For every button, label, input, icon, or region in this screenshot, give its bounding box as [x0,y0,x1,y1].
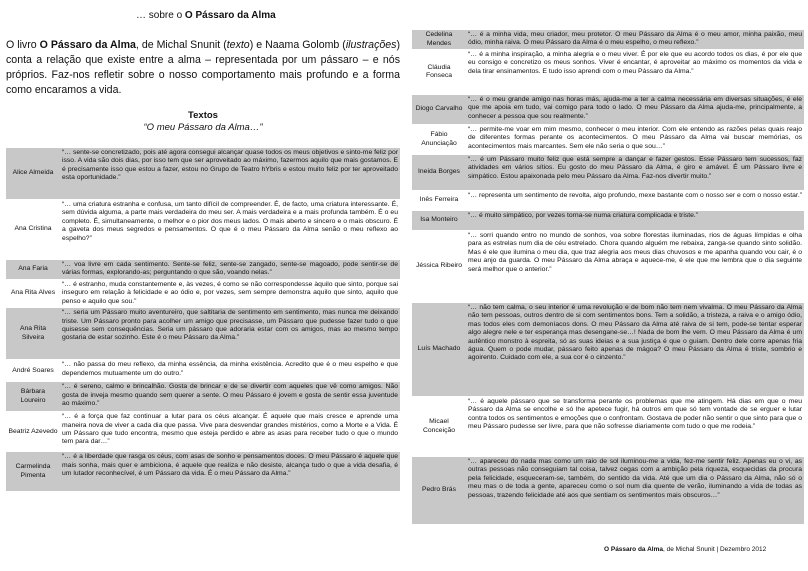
quote-author: Ineida Borges [418,168,460,176]
quote-text: “… não passa do meu reflexo, da minha essência, da minha existência. Acredito que é o meu espelho e que dependemos mutuamente um do outro.” [62,361,398,377]
quote-text: “… apareceu do nada mas como um raio de sol iluminou-me a vida, fez-me sentir feliz. Apenas eu o vi, as outras pessoas não conseguiam tal coisa, talvez cegas com a ambição pela riqueza, esquecidas da procura pela felicidade, esqueceram-se, também, do sentido da vida. Até que um dia o Pássaro da Alma, não só o meu mas o de toda a gente, apareceu como o sol num dia quente de verão, iluminando a vida de todas as pessoas, trazendo felicidade até aos que sentiam os sentimentos mais obscuros…” [468,458,802,499]
intro-book-title: O Pássaro da Alma [39,39,136,51]
quote-text: “… é muito simpático, por vezes torna-se numa criatura complicada e triste.” [468,212,699,219]
intro-text-4: ) conta a relação que existe entre a alma – representada por um pássaro – e nós próprios. Faz-nos refletir sobre o nosso comportamento mais profundo e a forma como encaramos a vida. [6,39,400,96]
quote-row [412,50,804,95]
page-title [136,10,276,21]
footer-title: O Pássaro da Alma [604,546,664,553]
quote-text: “… é estranho, muda constantemente e, às vezes, é como se não correspondesse àquilo que sinto, porque sai inseguro em relação à felicidade e ao ódio e, por vezes, sem sempre demonstra aquilo que sinto, aquilo que penso e aquilo que sou.” [62,281,398,305]
quote-author: Ana Rita Alves [10,289,56,297]
quote-row [412,211,804,231]
quote-author: Cláudia Fonseca [425,63,453,79]
intro-ilustracoes: ilustrações [345,39,397,51]
quote-row [6,280,400,308]
quote-text: “… não tem calma, o seu interior é uma revolução e de bom não tem nem vivalma. O meu Pássaro da Alma não tem pessoas, outros dentro de si com sentimentos bons. Tem a solidão, a tristeza, a raiva e o amigo ódio, mas todos eles com demoníacos dons. O meu Pássaro da Alma até raiva de si tem, pode-se tentar esperar algo alegre nele e ter esperança mas desengane-se…! Nada de bom lhe vem. O meu Pássaro da Alma é um autêntico monstro à espreita, só as suas ideias e a sua justiça é que o guiam. Dentro dele corre apenas fria água. Quem o pode mudar, pássaro feito apenas de mágoa? O meu Pássaro da Alma é triste, sombrio e agoirento. Cuidado com ele, a sua cor é o cinzento.” [468,304,802,362]
section-heading [6,110,400,134]
page-title-book: O Pássaro da Alma [184,10,276,21]
quote-author: Ana Faria [18,265,48,273]
intro-text-2: , de Michal Snunit ( [135,39,227,51]
section-title: Textos [188,110,218,121]
quote-author: Pedro Brás [421,486,456,494]
intro-texto: texto [226,39,250,51]
quote-text: “… representa um sentimento de revolta, algo profundo, mexe bastante com o nosso ser e com o nosso estar.” [468,192,802,199]
quote-author: Micael Conceição [422,418,456,434]
intro-paragraph [6,38,400,98]
quote-author: Inês Ferreira [419,196,459,204]
quote-text: “… seria um Pássaro muito aventureiro, que saltitaria de sentimento em sentimento, mas nunca me deixando triste. Um Pássaro pronto para acolher um amigo que precisasse, um Pássaro que pudesse fazer tudo o que quisesse sem consequências. Seria um pássaro que adoraria estar com os amigos, mas ao mesmo tempo gostaria de estar sozinho. Este é o meu Pássaro da Alma.” [62,309,398,342]
quote-row [6,382,400,412]
page-title-prefix: … sobre o [136,10,185,21]
quote-row [412,457,804,525]
quote-author: Jéssica Ribeiro [415,262,463,270]
right-quotes-table [412,30,804,525]
quote-row [6,308,400,360]
quote-row [412,397,804,457]
quote-author: Bárbara Loureiro [20,388,46,404]
quote-text: “… é a liberdade que rasga os céus, com asas de sonho e pensamentos doces. O meu Pássaro é aquele que mais sonha, mais quer e ambiciona, é aquele que realiza e não desiste, alcança tudo o que a vida desafia, é um lutador reconhecível, é um Pássaro da vida. É o meu Pássaro da Alma.” [62,453,398,478]
section-subtitle: “O meu Pássaro da Alma…” [143,122,263,133]
quote-author: Fábio Anunciação [421,131,457,147]
quote-author: Isa Monteiro [420,216,458,224]
quote-row [6,360,400,382]
intro-text-1: O livro [6,39,40,51]
quote-text: “… é sereno, calmo e brincalhão. Gosta de brincar e de se divertir com aqueles que vê como amigos. Não gosta de inveja mesmo quando sem querer a sente. O meu Pássaro é jovem e gosta de sentir essa juventude ao máximo.” [62,383,398,408]
quote-author: Carmelinda Pimenta [15,463,51,479]
quote-author: Luís Machado [417,345,461,353]
quote-author: Diogo Carvalho [415,105,463,113]
quote-text: “… uma criatura estranha e confusa, um tanto difícil de compreender. É, de facto, uma criatura interessante. É, sem dúvida alguma, a parte mais verdadeira do meu ser. A mais verdadeira e a mais profunda também. É o eu completo. É, simultaneamente, o melhor e o pior dos meus lados. O mais aberto e sincero e o mais obscuro. É a gaveta dos meus segredos e pensamentos. O que é o meu Pássaro da Alma senão o meu reflexo ao espelho?” [62,201,398,242]
quote-row [412,191,804,211]
quote-author: André Soares [12,366,54,374]
quote-row [6,412,400,452]
left-quotes-table [6,148,400,492]
quote-row [412,155,804,191]
quote-author: Ana Cristina [14,225,52,233]
quote-row [412,125,804,155]
quote-author: Cedelina Mendes [425,31,453,47]
quote-row [412,95,804,125]
quote-text: “… é a força que faz continuar a lutar para os céus alcançar. É aquele que mais cresce e aprende uma maneira nova de viver a cada dia que passa. Vive para desvendar grandes mistérios, como a Morte e a Vida. É um Pássaro que tudo encontra, mesmo que esteja perdido e abre as asas para receber tudo o que o mundo tem para dar…” [62,413,398,446]
quote-author: Beatriz Azevedo [8,427,58,435]
quote-text: “… é um Pássaro muito feliz que está sempre a dançar e fazer gestos. Esse Pássaro tem sucessos, faz atividades em vários sítios. Eu gosto do meu Pássaro da Alma, é giro e amável. É um Pássaro livre e simpático. Estou apaixonada pelo meu Pássaro da Alma. Faz-nos divertir muito.” [468,156,802,180]
footer [604,546,766,553]
quote-author: Ana Rita Silveira [19,325,47,341]
quote-row [6,200,400,260]
quote-row [6,452,400,492]
quote-row [6,148,400,200]
quote-text: “… sorri quando entro no mundo de sonhos, voa sobre florestas iluminadas, rios de águas límpidas e olha para as estrelas num dia de céu estrelado. Chora quando alguém me rebaixa, zanga-se quando sinto solidão. Mas é ele que ilumina o meu dia, que traz alegria aos meus dias chuvosos e me apanha quando vou cair, é o meu anjo da guarda. O meu Pássaro da Alma abraça e aquece-me, é ele que me lembra que o dia seguinte será melhor que o anterior.” [468,232,802,273]
quote-text: “… voa livre em cada sentimento. Sente-se feliz, sente-se zangado, sente-se magoado, pode sentir-se de várias formas, explorando-as; perguntando o que são, voando nelas.” [62,261,398,277]
quote-text: “… é o meu grande amigo nas horas más, ajuda-me a ter a calma necessária em diversas situações, é ele que me apoia em tudo, vai comigo para todo o lado. O meu Pássaro da Alma ajuda-me, principalmente, a conhecer a pessoa que sou realmente.” [468,96,802,120]
footer-rest: , de Michal Snunit | Dezembro 2012 [663,546,767,553]
quote-row [412,30,804,50]
quote-author: Alice Almeida [12,169,54,177]
quote-row [6,260,400,280]
quote-text: “… é aquele pássaro que se transforma perante os problemas que me atingem. Há dias em que o meu Pássaro da Alma se encolhe e só lhe apetece fugir, há outros em que só tem vontade de se erguer e lutar contra todos os sentimentos e emoções que o confrontam. Gostava de poder não sentir o que sinto para que o meu Pássaro pudesse ser livre, para que não sofresse diariamente com tudo o que me rodeia.” [468,398,803,431]
quote-text: “… sente-se concretizado, pois até agora consegui alcançar quase todos os meus objetivos e sinto-me feliz por isso. A vida são dois dias, por isso tem que ser aproveitado ao máximo, fazermos aquilo que mais gostamos. E é precisamente isso que estou a fazer, estou no Grupo de Teatro hYbris e estou muito feliz por ter aproveitado esta oportunidade.” [62,149,398,182]
quote-text: “… permite-me voar em mim mesmo, conhecer o meu interior. Com ele entendo as razões pelas quais reajo de diferentes formas perante os acontecimentos. O meu Pássaro da Alma vai buscar memórias, os acontecimentos mais marcantes. Sem ele não seria o que sou…” [468,126,802,150]
quote-row [412,303,804,397]
quote-text: “… é a minha vida, meu criador, meu protetor. O meu Pássaro da Alma é o meu amor, minha paixão, meu ódio, minha raiva. O meu Pássaro da Alma é o meu espelho, o meu reflexo.” [468,31,802,47]
intro-text-3: ) e Naama Golomb ( [249,39,346,51]
quote-text: “… é a minha inspiração, a minha alegria e o meu viver. É por ele que eu acordo todos os dias, é por ele que eu consigo e concretizo os meus sonhos. Viver é encantar, é aproveitar ao máximo os momentos da vida e dela tirar ensinamentos. E tudo isso aprendi com o meu Pássaro da Alma.” [468,51,802,75]
quote-row [412,231,804,303]
